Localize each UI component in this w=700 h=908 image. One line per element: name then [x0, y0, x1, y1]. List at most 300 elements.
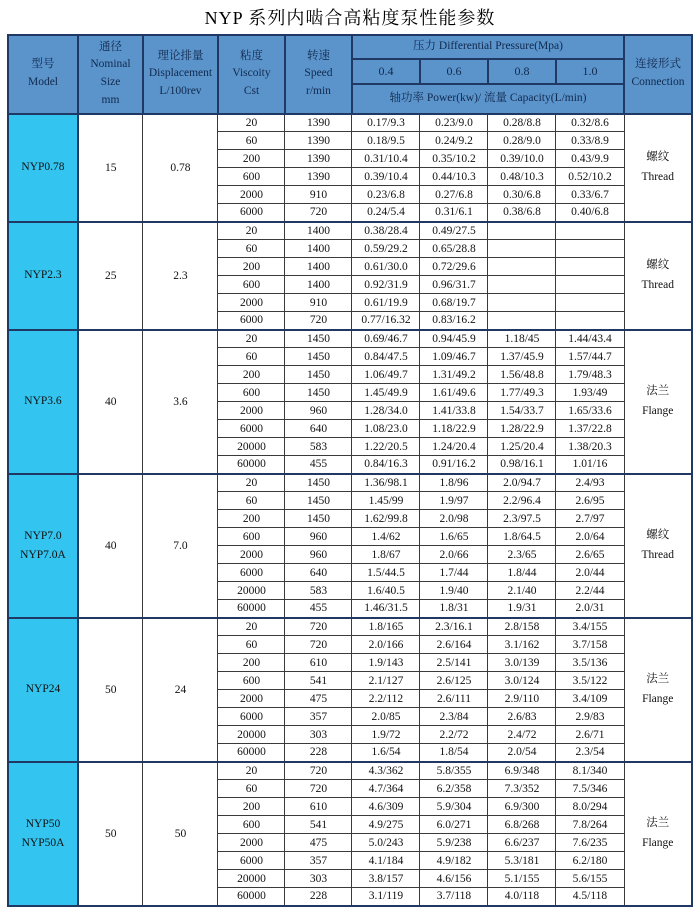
power-flow-cell-10: 2.6/65	[556, 546, 624, 564]
power-flow-cell-10: 1.79/48.3	[556, 366, 624, 384]
connection-cell: 螺纹 Thread	[624, 222, 692, 330]
viscosity-cell: 60000	[218, 888, 285, 906]
power-flow-cell-08: 2.0/54	[488, 744, 556, 762]
viscosity-cell: 2000	[218, 294, 285, 312]
power-flow-cell-06: 2.0/98	[420, 510, 488, 528]
viscosity-cell: 20	[218, 474, 285, 492]
power-flow-cell-08: 0.28/8.8	[488, 114, 556, 132]
speed-cell: 720	[285, 636, 352, 654]
power-flow-cell-04: 1.9/72	[352, 726, 420, 744]
power-flow-cell-10: 1.38/20.3	[556, 438, 624, 456]
power-flow-cell-06: 0.27/6.8	[420, 186, 488, 204]
power-flow-cell-04: 1.22/20.5	[352, 438, 420, 456]
col-header-speed-unit: r/min	[306, 85, 331, 98]
displacement-cell: 24	[143, 618, 218, 762]
viscosity-cell: 2000	[218, 690, 285, 708]
model-cell: NYP50 NYP50A	[8, 762, 78, 906]
power-flow-cell-08: 2.2/96.4	[488, 492, 556, 510]
power-flow-cell-10: 2.0/44	[556, 564, 624, 582]
power-flow-cell-06: 0.91/16.2	[420, 456, 488, 474]
power-flow-cell-04: 4.6/309	[352, 798, 420, 816]
viscosity-cell: 600	[218, 276, 285, 294]
power-flow-cell-10: 7.6/235	[556, 834, 624, 852]
pressure-value-10: 1.0	[556, 59, 624, 84]
power-flow-cell-10: 6.2/180	[556, 852, 624, 870]
table-body	[8, 114, 692, 906]
power-flow-cell-08: 1.8/44	[488, 564, 556, 582]
power-flow-cell-06: 1.7/44	[420, 564, 488, 582]
power-flow-cell-04: 1.46/31.5	[352, 600, 420, 618]
pump-performance-table	[7, 34, 693, 907]
displacement-cell: 3.6	[143, 330, 218, 474]
power-flow-cell-10: 2.0/31	[556, 600, 624, 618]
power-flow-cell-08	[488, 276, 556, 294]
power-flow-cell-10: 5.6/155	[556, 870, 624, 888]
power-flow-cell-06: 0.94/45.9	[420, 330, 488, 348]
power-flow-cell-04: 1.45/99	[352, 492, 420, 510]
power-flow-cell-08: 2.1/40	[488, 582, 556, 600]
power-flow-cell-04: 0.77/16.32	[352, 312, 420, 330]
speed-cell: 541	[285, 672, 352, 690]
speed-cell: 1450	[285, 474, 352, 492]
power-flow-cell-06: 2.0/66	[420, 546, 488, 564]
table-row	[8, 222, 692, 240]
power-flow-cell-06: 2.6/125	[420, 672, 488, 690]
power-flow-cell-06: 2.3/84	[420, 708, 488, 726]
nominal-size-cell: 50	[78, 762, 143, 906]
power-flow-cell-10: 3.5/122	[556, 672, 624, 690]
col-header-viscosity	[218, 35, 285, 114]
connection-cell: 螺纹 Thread	[624, 474, 692, 618]
viscosity-cell: 2000	[218, 546, 285, 564]
power-flow-cell-08	[488, 294, 556, 312]
power-flow-cell-08: 1.28/22.9	[488, 420, 556, 438]
power-flow-cell-04: 1.28/34.0	[352, 402, 420, 420]
table-header	[8, 35, 692, 114]
power-flow-cell-10: 4.5/118	[556, 888, 624, 906]
power-flow-cell-04: 1.8/165	[352, 618, 420, 636]
viscosity-cell: 60000	[218, 600, 285, 618]
table-row	[8, 618, 692, 636]
power-flow-cell-04: 0.18/9.5	[352, 132, 420, 150]
speed-cell: 1400	[285, 240, 352, 258]
power-flow-cell-06: 2.2/72	[420, 726, 488, 744]
speed-cell: 960	[285, 402, 352, 420]
viscosity-cell: 6000	[218, 852, 285, 870]
speed-cell: 303	[285, 726, 352, 744]
speed-cell: 1450	[285, 348, 352, 366]
power-flow-cell-08: 5.3/181	[488, 852, 556, 870]
speed-cell: 1390	[285, 168, 352, 186]
power-flow-cell-06: 0.31/6.1	[420, 204, 488, 222]
power-flow-cell-10: 3.4/155	[556, 618, 624, 636]
col-header-model	[8, 35, 78, 114]
nominal-size-cell: 40	[78, 330, 143, 474]
viscosity-cell: 600	[218, 528, 285, 546]
power-flow-cell-06: 2.5/141	[420, 654, 488, 672]
power-flow-cell-04: 1.08/23.0	[352, 420, 420, 438]
displacement-cell: 7.0	[143, 474, 218, 618]
page-title: NYP 系列内啮合高粘度泵性能参数	[204, 8, 496, 28]
viscosity-cell: 200	[218, 510, 285, 528]
viscosity-cell: 20	[218, 114, 285, 132]
power-flow-cell-06: 1.8/96	[420, 474, 488, 492]
viscosity-cell: 20000	[218, 582, 285, 600]
speed-cell: 960	[285, 528, 352, 546]
power-flow-cell-04: 1.06/49.7	[352, 366, 420, 384]
speed-cell: 1450	[285, 492, 352, 510]
col-header-model-en: Model	[27, 76, 58, 89]
col-header-speed-en: Speed	[304, 67, 333, 80]
speed-cell: 640	[285, 420, 352, 438]
speed-cell: 303	[285, 870, 352, 888]
speed-cell: 357	[285, 852, 352, 870]
power-flow-cell-10: 3.7/158	[556, 636, 624, 654]
model-cell: NYP7.0 NYP7.0A	[8, 474, 78, 618]
viscosity-cell: 60	[218, 348, 285, 366]
power-flow-cell-04: 2.1/127	[352, 672, 420, 690]
power-flow-cell-06: 1.24/20.4	[420, 438, 488, 456]
power-flow-cell-06: 2.6/111	[420, 690, 488, 708]
speed-cell: 583	[285, 438, 352, 456]
speed-cell: 1450	[285, 366, 352, 384]
power-flow-cell-08: 1.8/64.5	[488, 528, 556, 546]
power-flow-cell-08: 1.25/20.4	[488, 438, 556, 456]
power-flow-cell-08: 3.0/139	[488, 654, 556, 672]
speed-cell: 1390	[285, 132, 352, 150]
model-cell: NYP3.6	[8, 330, 78, 474]
speed-cell: 610	[285, 654, 352, 672]
power-flow-cell-06: 1.8/54	[420, 744, 488, 762]
power-flow-cell-10: 2.2/44	[556, 582, 624, 600]
viscosity-cell: 2000	[218, 834, 285, 852]
power-flow-cell-08	[488, 240, 556, 258]
table-row	[8, 474, 692, 492]
power-flow-cell-08: 2.6/83	[488, 708, 556, 726]
power-flow-cell-04: 0.69/46.7	[352, 330, 420, 348]
power-flow-cell-10: 7.5/346	[556, 780, 624, 798]
speed-cell: 640	[285, 564, 352, 582]
pressure-value-08: 0.8	[488, 59, 556, 84]
power-flow-cell-06: 0.68/19.7	[420, 294, 488, 312]
viscosity-cell: 60000	[218, 456, 285, 474]
speed-cell: 960	[285, 546, 352, 564]
power-flow-cell-10: 1.37/22.8	[556, 420, 624, 438]
table-row	[8, 114, 692, 132]
power-flow-cell-08: 0.39/10.0	[488, 150, 556, 168]
power-flow-cell-10: 3.5/136	[556, 654, 624, 672]
speed-cell: 1390	[285, 150, 352, 168]
power-flow-cell-06: 0.65/28.8	[420, 240, 488, 258]
power-flow-cell-10: 0.40/6.8	[556, 204, 624, 222]
col-header-nominal-en: Nominal Size	[90, 58, 131, 89]
power-flow-cell-10: 2.4/93	[556, 474, 624, 492]
power-flow-cell-06: 1.61/49.6	[420, 384, 488, 402]
power-flow-cell-10: 1.93/49	[556, 384, 624, 402]
connection-cell: 法兰 Flange	[624, 762, 692, 906]
power-flow-cell-04: 2.0/85	[352, 708, 420, 726]
power-flow-cell-10: 0.32/8.6	[556, 114, 624, 132]
power-flow-cell-06: 1.31/49.2	[420, 366, 488, 384]
power-flow-cell-08	[488, 258, 556, 276]
power-flow-cell-06: 0.83/16.2	[420, 312, 488, 330]
power-flow-cell-08: 0.38/6.8	[488, 204, 556, 222]
viscosity-cell: 60000	[218, 744, 285, 762]
power-flow-cell-10: 1.44/43.4	[556, 330, 624, 348]
viscosity-cell: 2000	[218, 402, 285, 420]
power-flow-cell-08: 6.9/300	[488, 798, 556, 816]
model-cell: NYP2.3	[8, 222, 78, 330]
power-flow-cell-08: 6.9/348	[488, 762, 556, 780]
power-flow-cell-04: 0.92/31.9	[352, 276, 420, 294]
speed-cell: 1400	[285, 258, 352, 276]
col-header-connection-zh: 连接形式	[635, 58, 681, 71]
power-flow-cell-04: 5.0/243	[352, 834, 420, 852]
viscosity-cell: 600	[218, 384, 285, 402]
displacement-cell: 50	[143, 762, 218, 906]
viscosity-cell: 60	[218, 492, 285, 510]
power-flow-cell-06: 1.9/40	[420, 582, 488, 600]
power-flow-cell-06: 0.49/27.5	[420, 222, 488, 240]
power-flow-cell-08: 0.30/6.8	[488, 186, 556, 204]
viscosity-cell: 200	[218, 654, 285, 672]
power-flow-cell-06: 0.35/10.2	[420, 150, 488, 168]
speed-cell: 455	[285, 600, 352, 618]
power-flow-cell-08: 2.4/72	[488, 726, 556, 744]
power-flow-cell-08: 1.37/45.9	[488, 348, 556, 366]
power-flow-cell-04: 1.45/49.9	[352, 384, 420, 402]
displacement-cell: 0.78	[143, 114, 218, 222]
power-flow-cell-08: 6.8/268	[488, 816, 556, 834]
power-flow-cell-04: 3.1/119	[352, 888, 420, 906]
power-flow-cell-06: 0.72/29.6	[420, 258, 488, 276]
nominal-size-cell: 15	[78, 114, 143, 222]
power-flow-cell-04: 1.5/44.5	[352, 564, 420, 582]
viscosity-cell: 6000	[218, 312, 285, 330]
power-flow-cell-06: 0.24/9.2	[420, 132, 488, 150]
power-flow-cell-08: 7.3/352	[488, 780, 556, 798]
power-flow-cell-10	[556, 276, 624, 294]
power-flow-cell-04: 1.6/40.5	[352, 582, 420, 600]
speed-cell: 910	[285, 294, 352, 312]
power-flow-cell-04: 0.38/28.4	[352, 222, 420, 240]
model-cell: NYP24	[8, 618, 78, 762]
col-header-viscosity-en: Viscoity	[232, 67, 271, 80]
viscosity-cell: 200	[218, 258, 285, 276]
power-flow-cell-04: 2.0/166	[352, 636, 420, 654]
speed-cell: 541	[285, 816, 352, 834]
power-flow-cell-10: 7.8/264	[556, 816, 624, 834]
power-flow-cell-08: 6.6/237	[488, 834, 556, 852]
power-flow-cell-04: 4.3/362	[352, 762, 420, 780]
power-flow-cell-08: 4.0/118	[488, 888, 556, 906]
power-flow-cell-10	[556, 258, 624, 276]
viscosity-cell: 600	[218, 816, 285, 834]
power-flow-cell-06: 0.96/31.7	[420, 276, 488, 294]
power-flow-cell-06: 5.9/304	[420, 798, 488, 816]
viscosity-cell: 200	[218, 798, 285, 816]
power-flow-cell-10: 2.6/95	[556, 492, 624, 510]
power-flow-cell-10: 0.52/10.2	[556, 168, 624, 186]
col-header-displacement	[143, 35, 218, 114]
power-flow-cell-08: 5.1/155	[488, 870, 556, 888]
viscosity-cell: 2000	[218, 186, 285, 204]
power-flow-cell-08	[488, 222, 556, 240]
col-header-speed-zh: 转速	[306, 49, 330, 62]
power-flow-cell-04: 2.2/112	[352, 690, 420, 708]
power-flow-cell-06: 1.6/65	[420, 528, 488, 546]
table-row	[8, 330, 692, 348]
speed-cell: 1450	[285, 330, 352, 348]
power-flow-cell-08: 0.28/9.0	[488, 132, 556, 150]
col-header-nominal-unit: mm	[101, 94, 120, 107]
speed-cell: 720	[285, 204, 352, 222]
col-header-nominal-size	[78, 35, 143, 114]
nominal-size-cell: 25	[78, 222, 143, 330]
power-flow-cell-10: 2.7/97	[556, 510, 624, 528]
connection-cell: 法兰 Flange	[624, 330, 692, 474]
power-flow-cell-08: 2.9/110	[488, 690, 556, 708]
power-flow-cell-06: 1.18/22.9	[420, 420, 488, 438]
power-flow-cell-10: 2.6/71	[556, 726, 624, 744]
col-header-viscosity-zh: 粘度	[239, 49, 263, 62]
power-flow-cell-06: 0.23/9.0	[420, 114, 488, 132]
power-flow-cell-06: 1.09/46.7	[420, 348, 488, 366]
power-flow-cell-06: 4.9/182	[420, 852, 488, 870]
viscosity-cell: 600	[218, 168, 285, 186]
nominal-size-cell: 40	[78, 474, 143, 618]
speed-cell: 357	[285, 708, 352, 726]
speed-cell: 610	[285, 798, 352, 816]
power-flow-cell-08: 1.56/48.8	[488, 366, 556, 384]
speed-cell: 455	[285, 456, 352, 474]
power-flow-cell-08: 0.98/16.1	[488, 456, 556, 474]
power-flow-cell-10: 0.33/6.7	[556, 186, 624, 204]
viscosity-cell: 6000	[218, 204, 285, 222]
power-flow-cell-10: 0.43/9.9	[556, 150, 624, 168]
power-flow-cell-08: 2.0/94.7	[488, 474, 556, 492]
viscosity-cell: 6000	[218, 564, 285, 582]
speed-cell: 720	[285, 780, 352, 798]
power-flow-cell-10	[556, 240, 624, 258]
power-flow-cell-10: 2.0/64	[556, 528, 624, 546]
model-cell: NYP0.78	[8, 114, 78, 222]
power-flow-cell-04: 0.84/47.5	[352, 348, 420, 366]
col-header-speed	[285, 35, 352, 114]
power-flow-cell-04: 1.8/67	[352, 546, 420, 564]
speed-cell: 475	[285, 834, 352, 852]
power-flow-cell-04: 0.84/16.3	[352, 456, 420, 474]
power-flow-cell-10: 2.9/83	[556, 708, 624, 726]
pressure-value-04: 0.4	[352, 59, 420, 84]
power-flow-cell-04: 0.39/10.4	[352, 168, 420, 186]
power-flow-cell-08: 1.9/31	[488, 600, 556, 618]
power-flow-cell-08	[488, 312, 556, 330]
power-flow-cell-04: 0.61/30.0	[352, 258, 420, 276]
viscosity-cell: 20	[218, 618, 285, 636]
col-header-displacement-en: Displacement	[148, 67, 213, 80]
power-flow-cell-06: 6.2/358	[420, 780, 488, 798]
power-flow-cell-08: 1.77/49.3	[488, 384, 556, 402]
speed-cell: 1390	[285, 114, 352, 132]
power-flow-cell-04: 0.23/6.8	[352, 186, 420, 204]
power-flow-cell-10	[556, 312, 624, 330]
speed-cell: 1400	[285, 276, 352, 294]
power-flow-cell-06: 1.8/31	[420, 600, 488, 618]
power-flow-cell-08: 3.1/162	[488, 636, 556, 654]
power-flow-cell-08: 2.8/158	[488, 618, 556, 636]
power-flow-cell-10	[556, 222, 624, 240]
speed-cell: 720	[285, 312, 352, 330]
viscosity-cell: 200	[218, 366, 285, 384]
col-header-power-capacity: 轴功率 Power(kw)/ 流量 Capacity(L/min)	[352, 84, 624, 114]
power-flow-cell-04: 0.24/5.4	[352, 204, 420, 222]
power-flow-cell-08: 3.0/124	[488, 672, 556, 690]
power-flow-cell-10: 1.01/16	[556, 456, 624, 474]
col-header-connection-en: Connection	[631, 76, 685, 89]
power-flow-cell-08: 0.48/10.3	[488, 168, 556, 186]
power-flow-cell-06: 4.6/156	[420, 870, 488, 888]
power-flow-cell-06: 5.8/355	[420, 762, 488, 780]
power-flow-cell-06: 2.3/16.1	[420, 618, 488, 636]
power-flow-cell-06: 6.0/271	[420, 816, 488, 834]
viscosity-cell: 20000	[218, 438, 285, 456]
table-row	[8, 762, 692, 780]
displacement-cell: 2.3	[143, 222, 218, 330]
col-header-displacement-unit: L/100rev	[159, 85, 202, 98]
viscosity-cell: 60	[218, 240, 285, 258]
speed-cell: 1450	[285, 510, 352, 528]
power-flow-cell-04: 0.31/10.4	[352, 150, 420, 168]
speed-cell: 228	[285, 744, 352, 762]
power-flow-cell-08: 1.18/45	[488, 330, 556, 348]
col-header-connection	[624, 35, 692, 114]
viscosity-cell: 200	[218, 150, 285, 168]
viscosity-cell: 600	[218, 672, 285, 690]
power-flow-cell-04: 1.62/99.8	[352, 510, 420, 528]
power-flow-cell-04: 4.7/364	[352, 780, 420, 798]
viscosity-cell: 60	[218, 636, 285, 654]
viscosity-cell: 20	[218, 222, 285, 240]
power-flow-cell-06: 3.7/118	[420, 888, 488, 906]
speed-cell: 1450	[285, 384, 352, 402]
power-flow-cell-10: 1.57/44.7	[556, 348, 624, 366]
col-header-pressure: 压力 Differential Pressure(Mpa)	[352, 35, 624, 59]
power-flow-cell-08: 1.54/33.7	[488, 402, 556, 420]
speed-cell: 228	[285, 888, 352, 906]
viscosity-cell: 6000	[218, 708, 285, 726]
power-flow-cell-10: 2.3/54	[556, 744, 624, 762]
viscosity-cell: 60	[218, 132, 285, 150]
power-flow-cell-04: 0.59/29.2	[352, 240, 420, 258]
connection-cell: 法兰 Flange	[624, 618, 692, 762]
speed-cell: 1400	[285, 222, 352, 240]
col-header-displacement-zh: 理论排量	[157, 49, 204, 62]
nominal-size-cell: 50	[78, 618, 143, 762]
power-flow-cell-04: 4.1/184	[352, 852, 420, 870]
power-flow-cell-06: 2.6/164	[420, 636, 488, 654]
speed-cell: 720	[285, 762, 352, 780]
pressure-value-06: 0.6	[420, 59, 488, 84]
power-flow-cell-10: 8.0/294	[556, 798, 624, 816]
col-header-nominal-zh: 通径	[98, 40, 122, 53]
viscosity-cell: 20000	[218, 726, 285, 744]
power-flow-cell-06: 1.9/97	[420, 492, 488, 510]
viscosity-cell: 6000	[218, 420, 285, 438]
power-flow-cell-08: 2.3/65	[488, 546, 556, 564]
viscosity-cell: 20	[218, 762, 285, 780]
speed-cell: 583	[285, 582, 352, 600]
